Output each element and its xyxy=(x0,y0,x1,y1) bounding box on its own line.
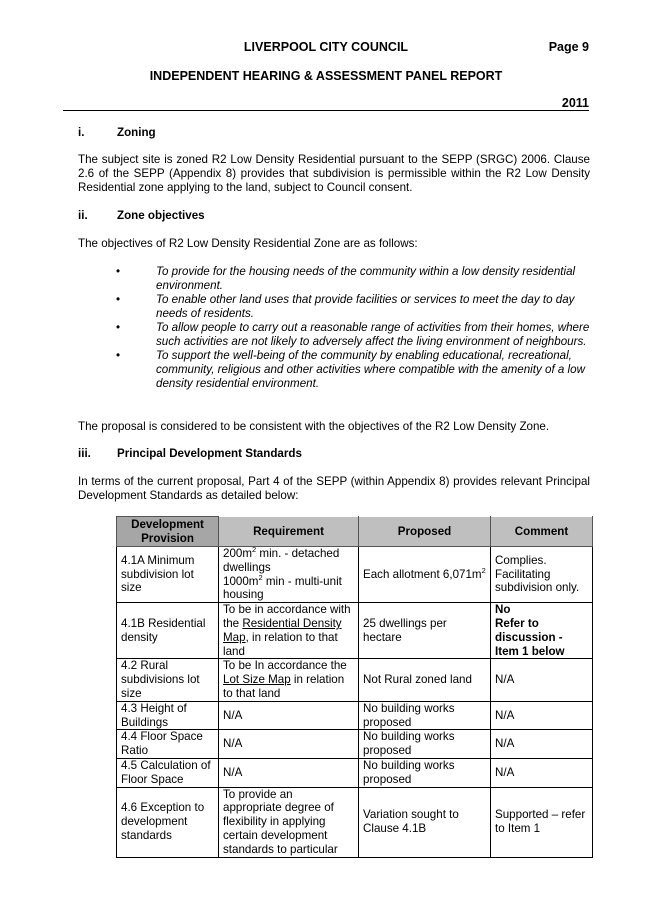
list-item-text: To allow people to carry out a reasonable range of activities from their homes, where such activities are not likely to adversely affect the living environment of neighbours. xyxy=(156,321,590,348)
council-name: LIVERPOOL CITY COUNCIL xyxy=(243,40,409,54)
cell-requirement: N/A xyxy=(219,730,359,759)
column-header-comment: Comment xyxy=(491,517,593,547)
column-header-requirement: Requirement xyxy=(219,517,359,547)
map-reference: Residential Density Map xyxy=(223,616,342,644)
table-row xyxy=(117,603,593,659)
section-heading-zone-objectives xyxy=(78,209,205,223)
cell-proposed: No building works proposed xyxy=(359,701,491,730)
cell-comment: Complies. Facilitating subdivision only. xyxy=(491,547,593,603)
header-divider xyxy=(63,110,589,111)
section-title: Zoning xyxy=(117,126,156,139)
bullet-icon: • xyxy=(116,349,121,362)
objectives-list xyxy=(78,265,590,391)
bullet-icon: • xyxy=(116,265,121,278)
cell-comment: Supported – refer to Item 1 xyxy=(491,787,593,857)
cell-requirement: To provide an appropriate degree of flexibility in applying certain development standards to particular xyxy=(219,787,359,857)
development-standards-table xyxy=(116,516,593,858)
table-row xyxy=(117,730,593,759)
cell-proposed: Each allotment $6,071m^2$ xyxy=(359,547,491,603)
cell-comment: N/A xyxy=(491,659,593,701)
standards-intro: In terms of the current proposal, Part 4 of the SEPP (within Appendix 8) provides relevant Principal Development Standards as detailed below: xyxy=(78,475,590,502)
table-header-row xyxy=(117,517,593,547)
table-row xyxy=(117,758,593,787)
objectives-intro: The objectives of R2 Low Density Residential Zone are as follows: xyxy=(78,237,418,250)
cell-comment: N/A xyxy=(491,758,593,787)
cell-proposed: 25 dwellings per hectare xyxy=(359,603,491,659)
list-item-text: To enable other land uses that provide facilities or services to meet the day to day needs of residents. xyxy=(156,293,575,320)
cell-provision: 4.3 Height of Buildings xyxy=(117,701,219,730)
cell-comment: No Refer to discussion - Item 1 below xyxy=(491,603,593,659)
cell-provision: 4.4 Floor Space Ratio xyxy=(117,730,219,759)
report-title: INDEPENDENT HEARING & ASSESSMENT PANEL REPORT xyxy=(149,69,503,83)
cell-provision: 4.5 Calculation of Floor Space xyxy=(117,758,219,787)
page-header xyxy=(0,40,652,56)
list-item xyxy=(78,265,590,293)
section-title: Principal Development Standards xyxy=(117,447,302,460)
bullet-icon: • xyxy=(116,321,121,334)
list-item xyxy=(78,293,590,321)
table-row xyxy=(117,547,593,603)
section-number: i. xyxy=(78,126,85,139)
table-row xyxy=(117,701,593,730)
section-number: iii. xyxy=(78,447,91,460)
section-heading-development-standards xyxy=(78,447,302,461)
cell-requirement: To be In accordance the Lot Size Map in relation to that land xyxy=(219,659,359,701)
list-item xyxy=(78,349,590,391)
cell-requirement: N/A xyxy=(219,758,359,787)
cell-provision: 4.1A Minimum subdivision lot size xyxy=(117,547,219,603)
zoning-paragraph: The subject site is zoned R2 Low Density Residential pursuant to the SEPP (SRGC) 2006. Clause 2.6 of the SEPP (Appendix 8) provides that subdivision is permissible within the R2 Low Density Residential zone applying to the land, subject to Council consent. xyxy=(78,153,590,194)
table-row xyxy=(117,659,593,701)
section-heading-zoning xyxy=(78,126,156,140)
map-reference: Lot Size Map xyxy=(223,673,291,687)
objectives-conclusion: The proposal is considered to be consistent with the objectives of the R2 Low Density Zone. xyxy=(78,420,550,433)
report-year: 2011 xyxy=(561,96,589,110)
cell-proposed: No building works proposed xyxy=(359,730,491,759)
cell-provision: 4.6 Exception to development standards xyxy=(117,787,219,857)
cell-provision: 4.2 Rural subdivisions lot size xyxy=(117,659,219,701)
cell-proposed: Variation sought to Clause 4.1B xyxy=(359,787,491,857)
list-item xyxy=(78,321,590,349)
table-row xyxy=(117,787,593,857)
section-number: ii. xyxy=(78,209,88,222)
page-number: Page 9 xyxy=(548,40,589,54)
cell-comment: N/A xyxy=(491,701,593,730)
bullet-icon: • xyxy=(116,293,121,306)
column-header-proposed: Proposed xyxy=(359,517,491,547)
column-header-provision: Development Provision xyxy=(117,517,219,547)
list-item-text: To support the well-being of the community by enabling educational, recreational, community, religious and other activities where compatible with the amenity of a low density residential environment. xyxy=(156,349,585,390)
cell-proposed: Not Rural zoned land xyxy=(359,659,491,701)
list-item-text: To provide for the housing needs of the community within a low density residential environment. xyxy=(156,265,576,292)
cell-requirement: To be in accordance with the Residential Density Map, in relation to that land xyxy=(219,603,359,659)
cell-comment: N/A xyxy=(491,730,593,759)
cell-provision: 4.1B Residential density xyxy=(117,603,219,659)
cell-proposed: No building works proposed xyxy=(359,758,491,787)
section-title: Zone objectives xyxy=(117,209,205,222)
cell-requirement: $200m^2$ min. - detached dwellings $1000m^2$ min - multi-unit housing xyxy=(219,547,359,603)
cell-requirement: N/A xyxy=(219,701,359,730)
